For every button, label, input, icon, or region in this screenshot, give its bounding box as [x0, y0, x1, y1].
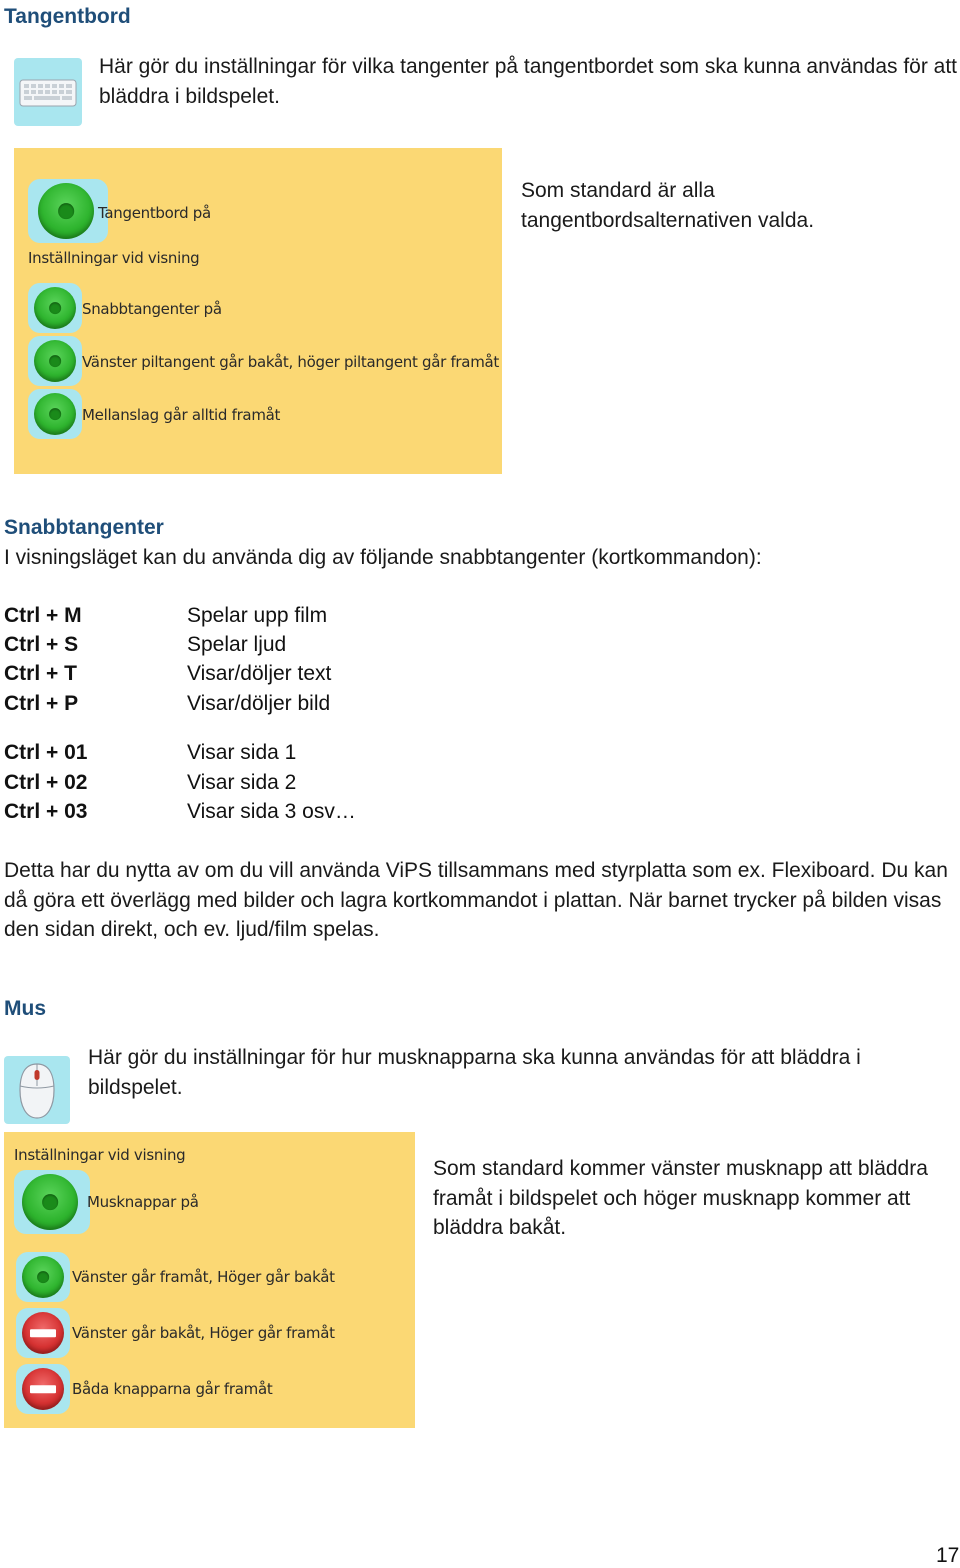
option-label: Snabbtangenter på	[82, 300, 222, 318]
toggle-on-icon	[34, 393, 76, 435]
option-label: Vänster piltangent går bakåt, höger piltangent går framåt	[82, 353, 499, 371]
shortcut-desc: Visar sida 3 osv…	[187, 800, 356, 823]
mouse-note: Som standard kommer vänster musknapp att bläddra framåt i bildspelet och höger musknapp kommer att bläddra bakåt.	[433, 1157, 928, 1239]
mouse-intro: Här gör du inställningar för hur musknapparna ska kunna användas för att bläddra i bildspelet.	[88, 1046, 861, 1099]
option-toggle[interactable]	[16, 1364, 70, 1414]
page-number: 17	[936, 1544, 960, 1567]
shortcut-desc: Spelar upp film	[187, 604, 328, 627]
mouse-settings-panel	[4, 1132, 415, 1428]
shortcut-key: Ctrl + 03	[4, 800, 88, 823]
mouse-toggle-label: Musknappar på	[87, 1193, 199, 1211]
shortcut-key: Ctrl + 01	[4, 741, 88, 764]
option-toggle[interactable]	[16, 1308, 70, 1358]
shortcuts-heading: Snabbtangenter	[4, 516, 164, 539]
toggle-on-icon	[34, 287, 76, 329]
toggle-off-icon	[22, 1368, 64, 1410]
keyboard-heading: Tangentbord	[4, 5, 131, 28]
option-toggle[interactable]	[28, 283, 82, 333]
option-toggle[interactable]	[16, 1252, 70, 1302]
shortcuts-paragraph: Detta har du nytta av om du vill använda ViPS tillsammans med styrplatta som ex. Flexiboard. Du kan då göra ett överlägg med bilder och lagra kortkommandot i plattan. När barnet trycker på bilden visas den sidan direkt, och ev. ljud/film spelas.	[4, 859, 948, 941]
toggle-on-icon	[22, 1174, 78, 1230]
shortcut-desc: Visar/döljer bild	[187, 692, 331, 715]
option-label: Båda knapparna går framåt	[72, 1380, 273, 1398]
shortcut-key: Ctrl + T	[4, 662, 77, 685]
mouse-icon	[4, 1056, 70, 1124]
keyboard-toggle[interactable]	[28, 179, 108, 243]
option-label: Vänster går bakåt, Höger går framåt	[72, 1324, 335, 1342]
shortcut-desc: Visar/döljer text	[187, 662, 332, 685]
toggle-on-icon	[34, 340, 76, 382]
mouse-toggle[interactable]	[14, 1170, 90, 1234]
option-label: Mellanslag går alltid framåt	[82, 406, 281, 424]
keyboard-settings-title: Inställningar vid visning	[28, 249, 200, 267]
option-toggle[interactable]	[28, 336, 82, 386]
shortcut-key: Ctrl + P	[4, 692, 79, 715]
shortcut-key: Ctrl + M	[4, 604, 82, 627]
keyboard-note: Som standard är alla tangentbordsalternativen valda.	[521, 179, 815, 232]
mouse-settings-title: Inställningar vid visning	[14, 1146, 186, 1164]
shortcut-desc: Visar sida 1	[187, 741, 297, 764]
shortcut-desc: Visar sida 2	[187, 771, 297, 794]
shortcuts-intro: I visningsläget kan du använda dig av följande snabbtangenter (kortkommandon):	[4, 546, 762, 569]
mouse-heading: Mus	[4, 997, 46, 1020]
shortcut-key: Ctrl + S	[4, 633, 79, 656]
keyboard-toggle-label: Tangentbord på	[98, 204, 211, 222]
shortcut-desc: Spelar ljud	[187, 633, 287, 656]
option-toggle[interactable]	[28, 389, 82, 439]
toggle-on-icon	[22, 1256, 64, 1298]
keyboard-icon	[14, 58, 82, 126]
shortcut-key: Ctrl + 02	[4, 771, 88, 794]
toggle-on-icon	[38, 183, 94, 239]
keyboard-intro: Här gör du inställningar för vilka tangenter på tangentbordet som ska kunna användas för att bläddra i bildspelet.	[99, 55, 958, 108]
toggle-off-icon	[22, 1312, 64, 1354]
option-label: Vänster går framåt, Höger går bakåt	[72, 1268, 335, 1286]
keyboard-settings-panel	[14, 148, 502, 474]
